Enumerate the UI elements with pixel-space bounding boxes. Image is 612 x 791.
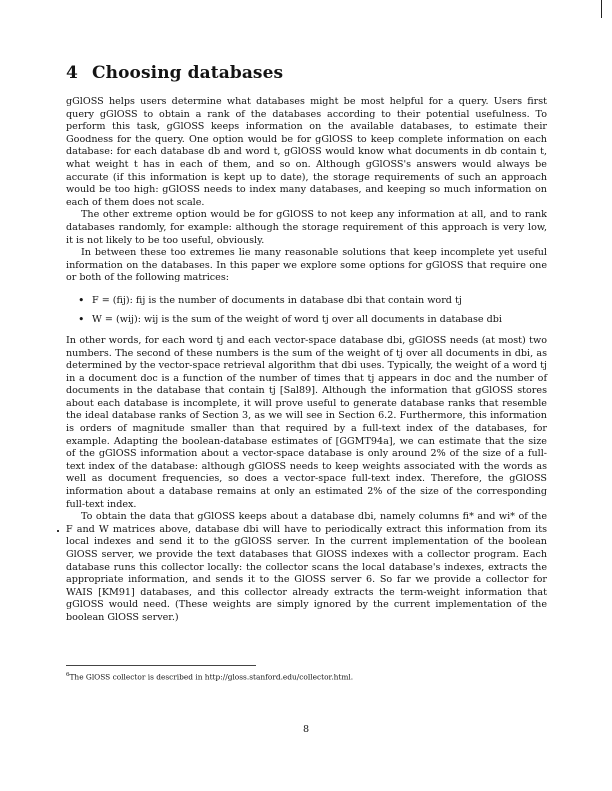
footnote: [66, 670, 547, 682]
paragraph-1: gGlOSS helps users determine what databases might be most helpful for a query. Users first query gGlOSS to obtain a rank of the databases according to their potential usefulness. To perform this task, gGlOSS keeps information on the available databases, to estimate their Goodness for the query. One option would be for gGlOSS to keep complete information on each database: for each database db and word t, gGlOSS would know what documents in db contain t, what weight t has in each of them, and so on. Although gGlOSS's answers would always be accurate (if this information is kept up to date), the storage requirements of such an approach would be too high: gGlOSS needs to index many databases, and keeping so much information on each of them does not scale.: [66, 96, 547, 208]
margin-speck: [57, 530, 59, 532]
list-item-w-matrix: • W = (wij): wij is the sum of the weight of word tj over all documents in database dbi: [66, 313, 547, 326]
paragraph-5: To obtain the data that gGlOSS keeps about a database dbi, namely columns fi* and wi* of the F and W matrices above, database dbi will have to periodically extract this information from its local indexes and send it to the gGlOSS server. In the current implementation of the boolean GlOSS server, we provide the text databases that GlOSS indexes with a collector program. Each database runs this collector locally: the collector scans the local database's indexes, extracts the appropriate information, and sends it to the GlOSS server 6. So far we provide a collector for WAIS [KM91] databases, and this collector already extracts the term-weight information that gGlOSS would need. (These weights are simply ignored by the current implementation of the boolean GlOSS server.): [66, 511, 547, 623]
page-number: 8: [302, 724, 310, 735]
section-title: Choosing databases: [92, 63, 284, 83]
matrix-list: [66, 294, 547, 326]
margin-mark: [601, 0, 602, 18]
footnote-mark: 6: [66, 672, 70, 678]
paragraph-3: In between these too extremes lie many reasonable solutions that keep incomplete yet useful information on the databases. In this paper we explore some options for gGlOSS that require one or both of the following matrices:: [66, 247, 547, 284]
footnote-divider: [66, 665, 256, 666]
list-item-f-matrix: • F = (fij): fij is the number of documents in database dbi that contain word tj: [66, 294, 547, 307]
footnote-text: The GlOSS collector is described in http://gloss.stanford.edu/collector.html.: [69, 672, 354, 682]
paragraph-4: In other words, for each word tj and each vector-space database dbi, gGlOSS needs (at most) two numbers. The second of these numbers is the sum of the weight of tj over all documents in dbi, as determined by the vector-space retrieval algorithm that dbi uses. Typically, the weight of a word tj in a document doc is a function of the number of times that tj appears in doc and the number of documents in the database that contain tj [Sal89]. Although the information that gGlOSS stores about each database is incomplete, it will prove useful to generate database ranks that resemble the ideal database ranks of Section 3, as we will see in Section 6.2. Furthermore, this information is orders of magnitude smaller than that required by a full-text index of the databases, for example. Adapting the boolean-database estimates of [GGMT94a], we can estimate that the size of the gGlOSS information about a vector-space database is only around 2% of the size of a full-text index of the database: although gGlOSS needs to keep weights associated with the words as well as document frequencies, so does a vector-space full-text index. Therefore, the gGlOSS information about a database remains at only an estimated 2% of the size of the corresponding full-text index.: [66, 334, 547, 510]
section-number: 4: [66, 63, 78, 83]
section-heading: [66, 63, 283, 83]
paragraph-2: The other extreme option would be for gGlOSS to not keep any information at all, and to rank databases randomly, for example: although the storage requirement of this approach is very low, it is not likely to be too useful, obviously.: [66, 209, 547, 246]
body-text: [66, 96, 547, 625]
